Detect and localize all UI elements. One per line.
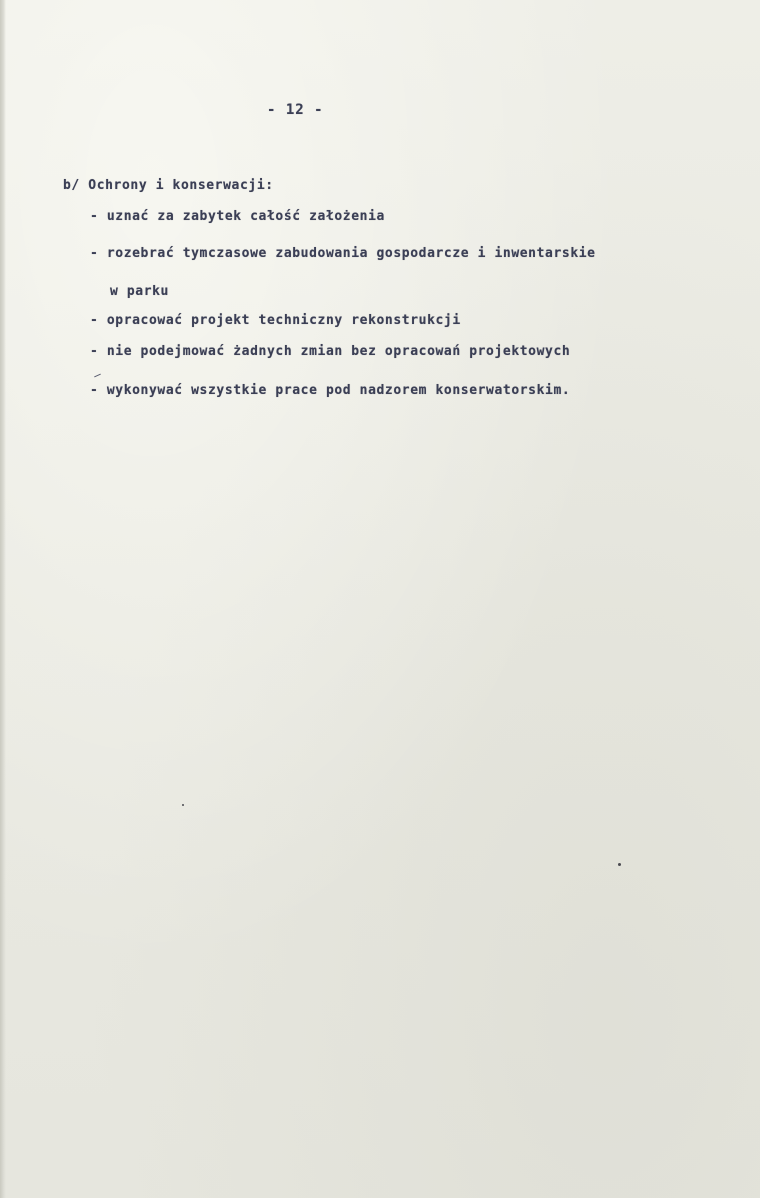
list-item: - opracować projekt techniczny rekonstrukcji xyxy=(90,313,461,328)
list-item: - wykonywać wszystkie prace pod nadzorem konserwatorskim. xyxy=(90,383,571,398)
list-item: - nie podejmować żadnych zmian bez opracowań projektowych xyxy=(90,344,571,359)
list-item: - uznać za zabytek całość założenia xyxy=(90,209,385,224)
page-edge-shadow xyxy=(0,0,6,1198)
list-item-continuation: w parku xyxy=(110,284,169,299)
list-item: - rozebrać tymczasowe zabudowania gospodarcze i inwentarskie xyxy=(90,246,596,261)
pen-mark xyxy=(94,374,101,378)
paper-speck xyxy=(618,863,621,866)
page-number: - 12 - xyxy=(267,102,324,118)
section-heading: b/ Ochrony i konserwacji: xyxy=(63,178,274,193)
paper-speck xyxy=(182,804,184,806)
